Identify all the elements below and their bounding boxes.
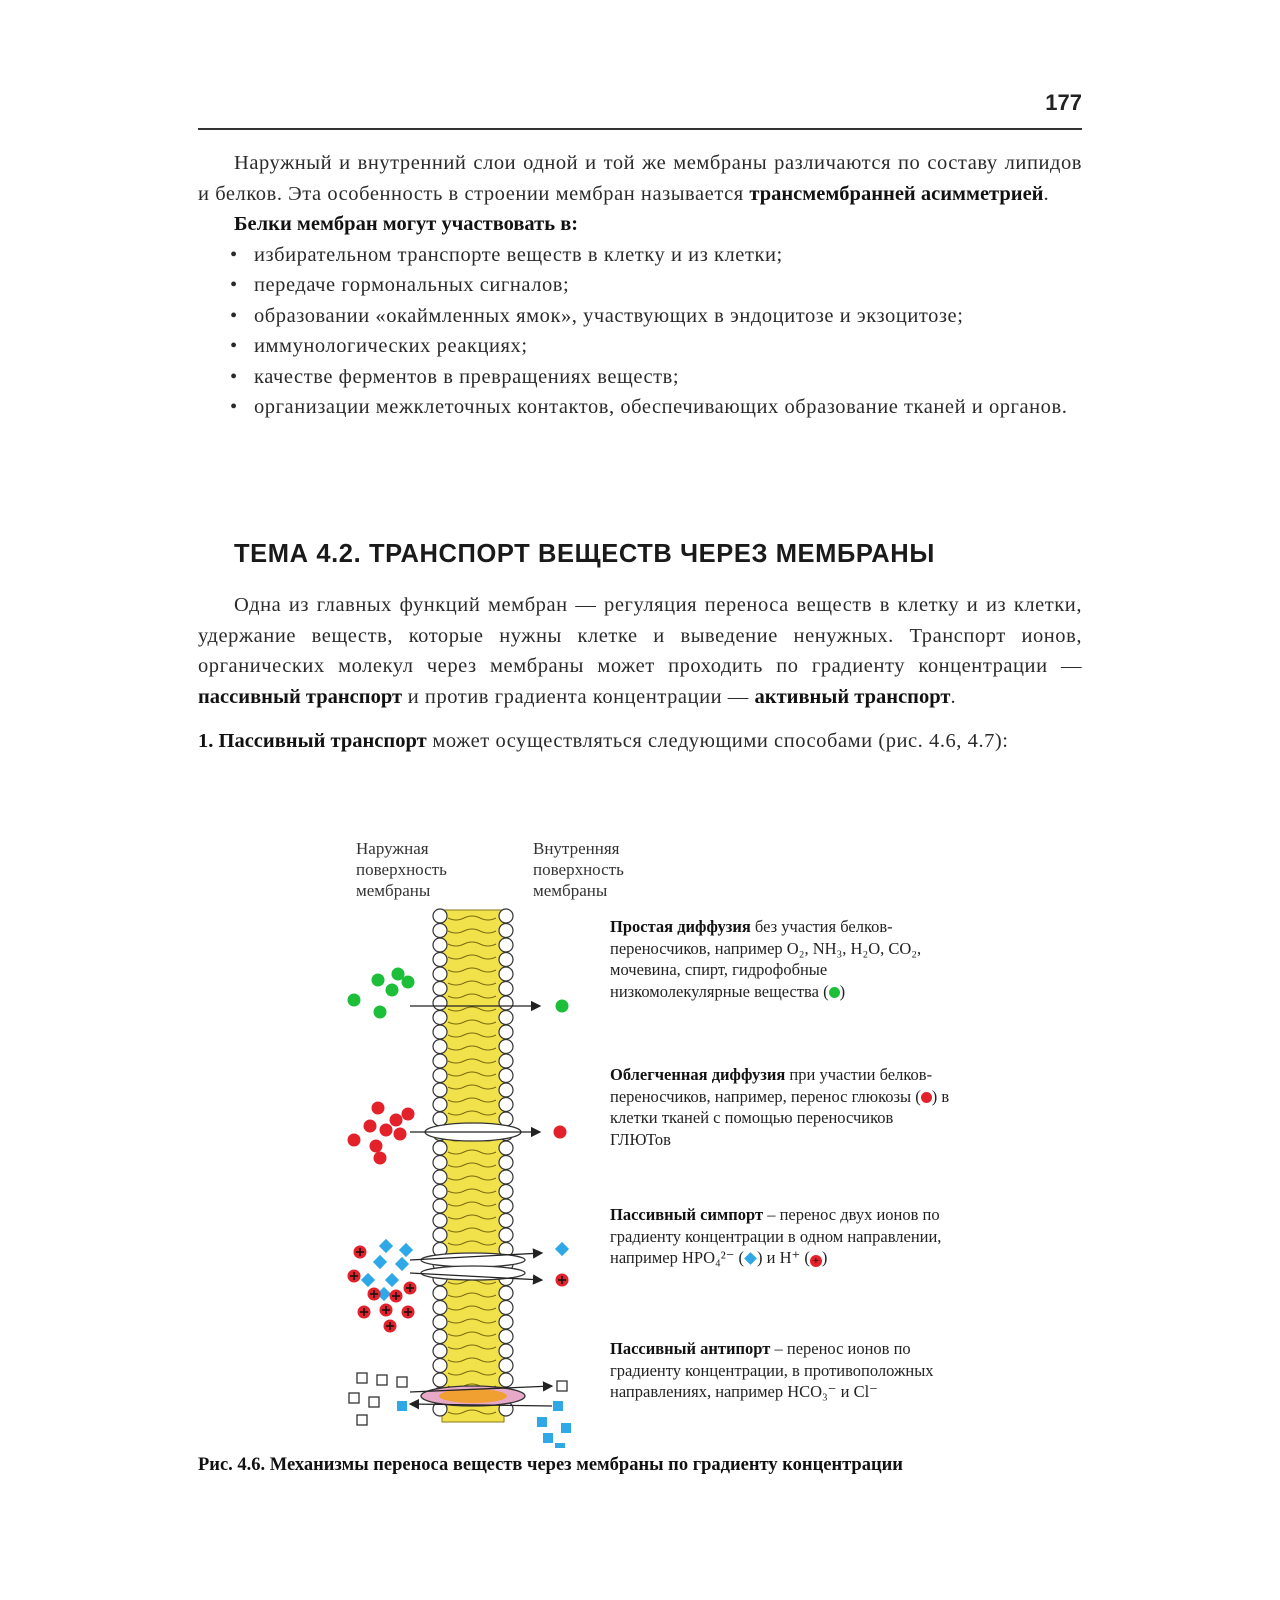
glucose-icon — [390, 1114, 403, 1127]
lipid-head — [499, 1344, 513, 1358]
lipid-head — [433, 1141, 447, 1155]
section-body — [198, 590, 1082, 757]
transport-text-a: Одна из главных функций мембран — регуляция переноса веществ в клетку и из клетки, удержание веществ, которые нужны клетке и выведение ненужных. Транспорт ионов, органических молекул через мембраны может проходить по градиенту концентрации — — [198, 594, 1082, 677]
mechanism-end: ) — [839, 981, 846, 1001]
lipid-head — [433, 1315, 447, 1329]
passive-paragraph — [198, 726, 1082, 757]
glucose-icon — [374, 1152, 387, 1165]
list-item: • организации межклеточных контактов, обеспечивающих образование тканей и органов. — [198, 392, 1082, 423]
lipid-head — [433, 924, 447, 938]
figure-4-6 — [340, 838, 960, 1458]
protein-roles-list — [198, 240, 1082, 423]
phosphate-icon — [361, 1273, 375, 1287]
mechanism-passive-symport — [610, 1204, 950, 1269]
glucose-icon — [394, 1128, 407, 1141]
green-molecule-icon — [374, 1006, 387, 1019]
lipid-head — [499, 1228, 513, 1242]
transport-text-end: . — [950, 685, 957, 708]
mechanism-passive-antiport — [610, 1338, 950, 1403]
lipid-head — [433, 1098, 447, 1112]
lipid-head — [499, 1040, 513, 1054]
antiport-core — [439, 1389, 507, 1403]
lipid-head — [433, 1011, 447, 1025]
phosphate-icon — [395, 1257, 409, 1271]
bicarbonate-icon — [543, 1433, 553, 1443]
mechanism-simple-diffusion — [610, 916, 950, 1002]
lipid-head — [433, 982, 447, 996]
passive-transport-term: пассивный транспорт — [198, 685, 403, 708]
chloride-icon — [349, 1393, 359, 1403]
list-item: • иммунологических реакциях; — [198, 331, 1082, 362]
glucose-icon — [402, 1108, 415, 1121]
lipid-head — [433, 1170, 447, 1184]
blue-diamond-icon — [744, 1252, 757, 1265]
chloride-icon — [557, 1381, 567, 1391]
mechanism-title: Пассивный симпорт — [610, 1205, 764, 1224]
green-molecule-icon — [386, 984, 399, 997]
glucose-icon — [380, 1124, 393, 1137]
phosphate-icon — [385, 1273, 399, 1287]
lipid-head — [433, 967, 447, 981]
chloride-icon — [357, 1373, 367, 1383]
lipid-head — [433, 1156, 447, 1170]
mechanism-text: без участия белков-переносчиков, например O₂, NH₃, H₂O, CO₂, мочевина, спирт, гидрофобные низкомолекулярные вещества ( — [610, 917, 922, 1001]
glucose-icon — [370, 1140, 383, 1153]
lipid-head — [499, 1185, 513, 1199]
lipid-head — [499, 1083, 513, 1097]
lipid-head — [499, 953, 513, 967]
lipid-head — [433, 1214, 447, 1228]
chloride-icon — [377, 1375, 387, 1385]
page-number: 177 — [1045, 90, 1082, 115]
lipid-head — [433, 1301, 447, 1315]
phosphate-icon — [379, 1239, 393, 1253]
intro-paragraph — [198, 148, 1082, 209]
chloride-icon — [397, 1377, 407, 1387]
lipid-head — [499, 1199, 513, 1213]
label-inner-surface: Внутренняя поверхность мембраны — [533, 839, 624, 900]
lipid-head — [433, 909, 447, 923]
bicarbonate-icon — [555, 1443, 565, 1448]
transport-paragraph — [198, 590, 1082, 712]
green-molecule-icon — [372, 974, 385, 987]
lipid-head — [499, 967, 513, 981]
green-molecule-icon — [348, 994, 361, 1007]
label-outer-surface: Наружная поверхность мембраны — [356, 839, 447, 900]
lipid-head — [499, 1359, 513, 1373]
lipid-head — [433, 1185, 447, 1199]
glucose-icon — [364, 1120, 377, 1133]
mechanism-text: – перенос ионов по градиенту концентрации, в противоположных направлениях, например HCO₃⁻ и Cl⁻ — [610, 1339, 934, 1401]
red-plus-icon: + — [810, 1255, 822, 1267]
lipid-head — [499, 1025, 513, 1039]
glucose-icon — [554, 1126, 567, 1139]
glucose-icon — [372, 1102, 385, 1115]
intro-end: . — [1043, 182, 1050, 205]
mechanism-text: при участии белков-переносчиков, например, перенос глюкозы ( — [610, 1065, 933, 1106]
lipid-head — [433, 1344, 447, 1358]
lipid-head — [499, 1330, 513, 1344]
phosphate-icon — [373, 1255, 387, 1269]
green-molecule-icon — [402, 976, 415, 989]
list-item: • образовании «окаймленных ямок», участвующих в эндоцитозе и экзоцитозе; — [198, 301, 1082, 332]
intro-bold-term: трансмембранней асимметрией — [749, 182, 1044, 205]
bicarbonate-icon — [553, 1401, 563, 1411]
phosphate-icon — [555, 1242, 569, 1256]
lipid-head — [433, 938, 447, 952]
mechanism-title: Облегченная диффузия — [610, 1065, 786, 1084]
lipid-head — [433, 1025, 447, 1039]
active-transport-term: активный транспорт — [754, 685, 951, 708]
lipid-head — [499, 1214, 513, 1228]
bicarbonate-icon — [397, 1401, 407, 1411]
lipid-head — [499, 1286, 513, 1300]
list-heading: Белки мембран могут участвовать в: — [234, 213, 579, 235]
header-rule — [198, 128, 1082, 130]
lipid-head — [433, 1069, 447, 1083]
lipid-head — [499, 1315, 513, 1329]
lipid-head — [433, 1040, 447, 1054]
list-item: • качестве ферментов в превращениях веществ; — [198, 362, 1082, 393]
mechanism-text: – перенос двух ионов по градиенту концентрации в одном направлении, например HPO₄²⁻ ( — [610, 1205, 942, 1267]
lipid-head — [433, 1112, 447, 1126]
mechanism-mid: ) и H⁺ ( — [757, 1248, 810, 1267]
transport-text-b: и против градиента концентрации — — [402, 685, 755, 708]
lipid-head — [499, 1011, 513, 1025]
lipid-head — [433, 1359, 447, 1373]
mechanism-end: ) — [821, 1248, 828, 1267]
chloride-icon — [357, 1415, 367, 1425]
lipid-head — [433, 1286, 447, 1300]
lipid-bilayer — [421, 909, 525, 1422]
bicarbonate-icon — [537, 1417, 547, 1427]
figure-caption: Рис. 4.6. Механизмы переноса веществ через мембраны по градиенту концентрации — [198, 1455, 903, 1475]
intro-section — [198, 148, 1082, 423]
intro-text: Наружный и внутренний слои одной и той же мембраны различаются по составу липидов и белков. Эта особенность в строении мембран называется — [198, 152, 1082, 205]
green-molecule-icon — [556, 1000, 569, 1013]
lipid-head — [499, 1170, 513, 1184]
mechanism-end: ) в клетки тканей с помощью переносчиков ГЛЮТов — [610, 1086, 950, 1149]
list-item: • передаче гормональных сигналов; — [198, 270, 1082, 301]
lipid-head — [433, 1330, 447, 1344]
passive-heading: 1. Пассивный транспорт — [198, 730, 427, 752]
lipid-head — [433, 953, 447, 967]
lipid-head — [433, 996, 447, 1010]
passive-text: может осуществляться следующими способами (рис. 4.6, 4.7): — [426, 730, 1009, 752]
lipid-head — [499, 1069, 513, 1083]
chloride-icon — [369, 1397, 379, 1407]
section-title: ТЕМА 4.2. ТРАНСПОРТ ВЕЩЕСТВ ЧЕРЕЗ МЕМБРАНЫ — [234, 540, 935, 568]
list-item: • избирательном транспорте веществ в клетку и из клетки; — [198, 240, 1082, 271]
lipid-head — [433, 1228, 447, 1242]
mechanism-title: Пассивный антипорт — [610, 1339, 771, 1358]
mechanism-title: Простая диффузия — [610, 917, 751, 936]
lipid-head — [499, 1054, 513, 1068]
lipid-head — [499, 924, 513, 938]
mechanism-facilitated-diffusion — [610, 1064, 950, 1150]
lipid-head — [433, 1083, 447, 1097]
lipid-head — [499, 982, 513, 996]
lipid-head — [499, 996, 513, 1010]
lipid-head — [499, 1112, 513, 1126]
lipid-head — [499, 1098, 513, 1112]
lipid-head — [499, 1373, 513, 1387]
lipid-head — [499, 1156, 513, 1170]
bicarbonate-icon — [561, 1423, 571, 1433]
lipid-head — [433, 1199, 447, 1213]
red-dot-icon — [921, 1092, 932, 1103]
lipid-head — [499, 909, 513, 923]
lipid-head — [499, 938, 513, 952]
green-dot-icon — [829, 987, 840, 998]
membrane-diagram — [340, 908, 610, 1448]
lipid-head — [433, 1373, 447, 1387]
glucose-icon — [348, 1134, 361, 1147]
phosphate-icon — [399, 1243, 413, 1257]
lipid-head — [433, 1054, 447, 1068]
lipid-head — [499, 1301, 513, 1315]
lipid-head — [499, 1141, 513, 1155]
